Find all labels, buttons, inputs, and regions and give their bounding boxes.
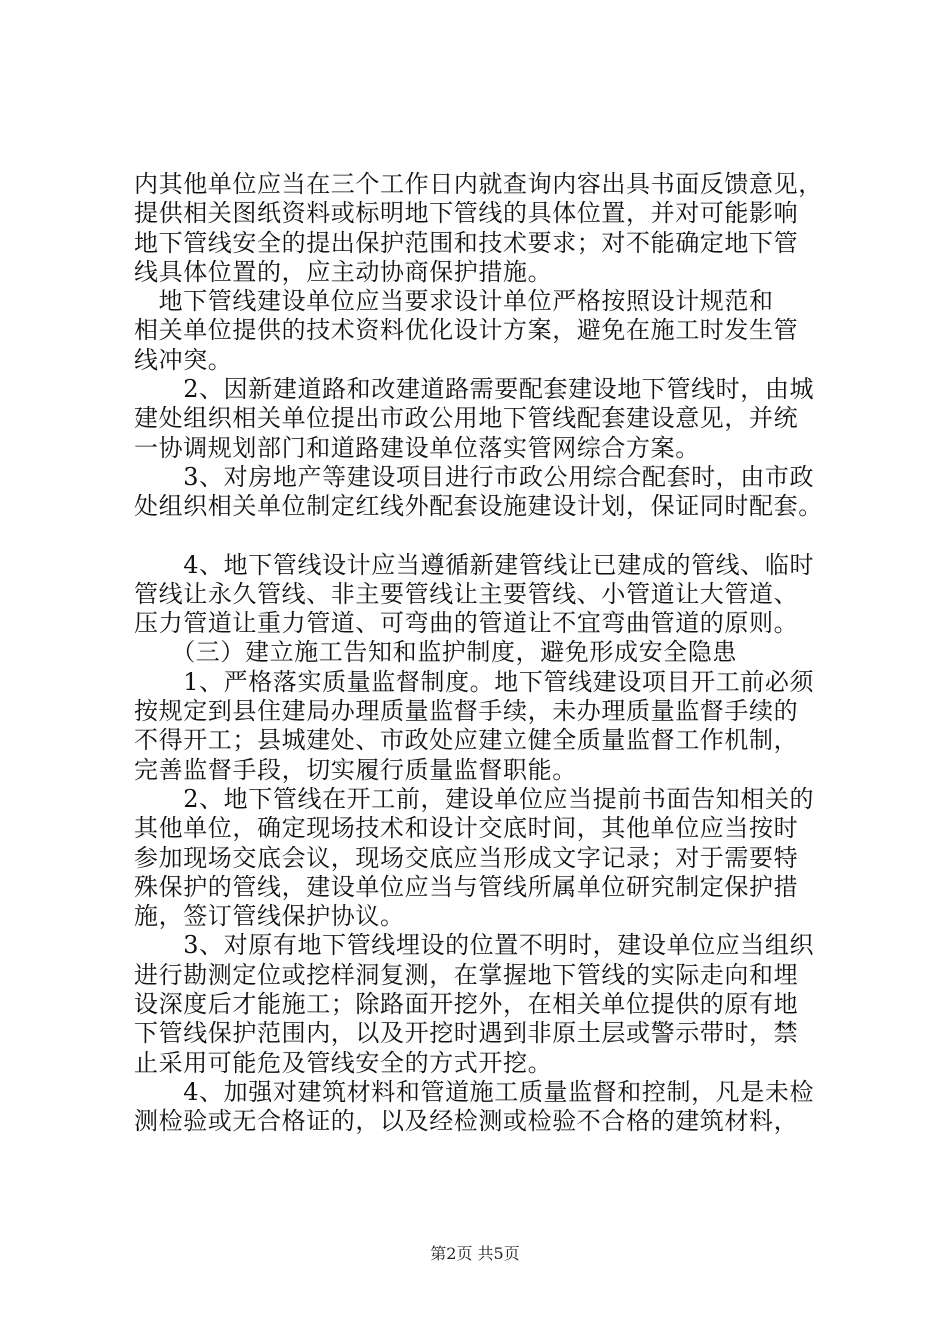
text-line: 止采用可能危及管线安全的方式开挖。 — [134, 1048, 553, 1077]
text-line: 压力管道让重力管道、可弯曲的管道让不宜弯曲管道的原则。 — [134, 609, 799, 638]
text-line: 内其他单位应当在三个工作日内就查询内容出具书面反馈意见， — [134, 170, 823, 198]
text-block-1 — [134, 170, 844, 522]
paragraph-gap — [134, 522, 844, 551]
text-line: 设深度后才能施工；除路面开挖外，在相关单位提供的原有地 — [134, 990, 799, 1019]
text-line: 线具体位置的，应主动协商保护措施。 — [134, 257, 553, 286]
text-line: 1、严格落实质量监督制度。地下管线建设项目开工前必须 — [134, 667, 815, 696]
text-line: 下管线保护范围内，以及开挖时遇到非原土层或警示带时，禁 — [134, 1019, 799, 1048]
text-line: 殊保护的管线，建设单位应当与管线所属单位研究制定保护措 — [134, 872, 799, 901]
section-heading: （三）建立施工告知和监护制度，避免形成安全隐患 — [134, 638, 737, 667]
text-block-2 — [134, 551, 844, 1137]
text-line: 施，签订管线保护协议。 — [134, 902, 405, 931]
text-line: 参加现场交底会议，现场交底应当形成文字记录；对于需要特 — [134, 843, 799, 872]
text-line: 3、对原有地下管线埋设的位置不明时，建设单位应当组织 — [134, 931, 815, 960]
text-line: 其他单位，确定现场技术和设计交底时间，其他单位应当按时 — [134, 814, 799, 843]
text-line: 处组织相关单位制定红线外配套设施建设计划，保证同时配套。 — [134, 492, 823, 521]
text-line: 相关单位提供的技术资料优化设计方案，避免在施工时发生管 — [134, 316, 799, 345]
text-line: 3、对房地产等建设项目进行市政公用综合配套时，由市政 — [134, 462, 815, 491]
text-line: 提供相关图纸资料或标明地下管线的具体位置，并对可能影响 — [134, 199, 799, 228]
text-line: 地下管线安全的提出保护范围和技术要求；对不能确定地下管 — [134, 228, 799, 257]
text-line: 地下管线建设单位应当要求设计单位严格按照设计规范和 — [134, 287, 774, 316]
text-line: 建处组织相关单位提出市政公用地下管线配套建设意见，并统 — [134, 404, 799, 433]
text-line: 线冲突。 — [134, 345, 233, 374]
text-line: 进行勘测定位或挖样洞复测，在掌握地下管线的实际走向和埋 — [134, 960, 799, 989]
text-line: 4、加强对建筑材料和管道施工质量监督和控制，凡是未检 — [134, 1077, 815, 1106]
document-body — [134, 170, 844, 1137]
text-line: 不得开工；县城建处、市政处应建立健全质量监督工作机制， — [134, 726, 799, 755]
text-line: 2、因新建道路和改建道路需要配套建设地下管线时，由城 — [134, 375, 815, 404]
text-line: 管线让永久管线、非主要管线让主要管线、小管道让大管道、 — [134, 579, 799, 608]
text-line: 2、地下管线在开工前，建设单位应当提前书面告知相关的 — [134, 784, 815, 813]
text-line: 完善监督手段，切实履行质量监督职能。 — [134, 755, 577, 784]
text-line: 测检验或无合格证的，以及经检测或检验不合格的建筑材料， — [134, 1107, 799, 1136]
text-line: 按规定到县住建局办理质量监督手续，未办理质量监督手续的 — [134, 697, 799, 726]
text-line: 一协调规划部门和道路建设单位落实管网综合方案。 — [134, 433, 700, 462]
text-line: 4、地下管线设计应当遵循新建管线让已建成的管线、临时 — [134, 550, 815, 579]
page-number-footer: 第2页 共5页 — [430, 1244, 520, 1263]
